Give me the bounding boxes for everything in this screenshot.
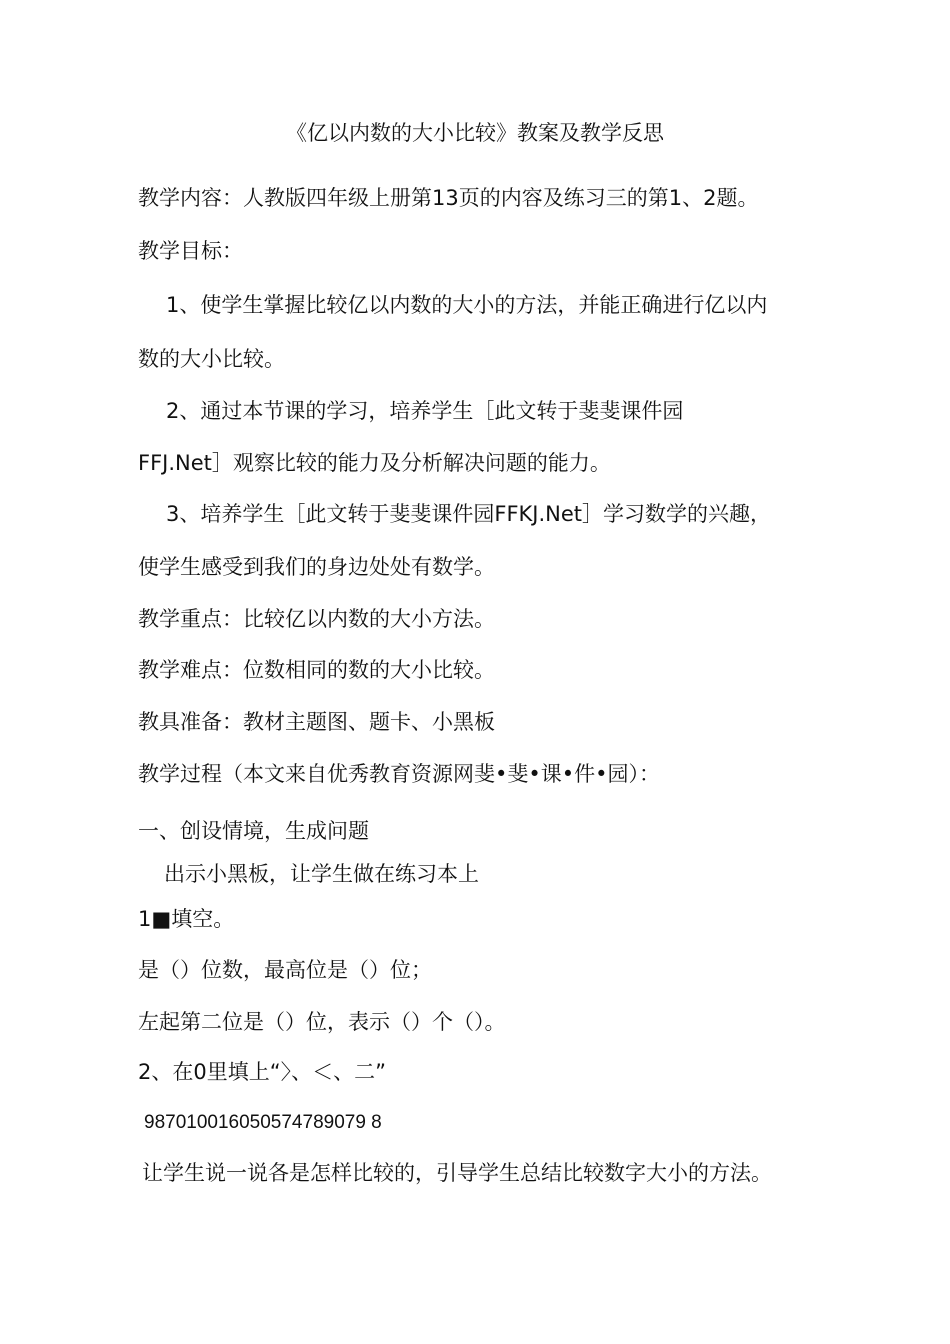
teaching-goals-heading: 教学目标：: [138, 239, 243, 263]
key-point-line: 教学重点：比较亿以内数的大小方法。: [138, 607, 495, 631]
teaching-content-line: 教学内容：人教版四年级上册第13页的内容及练习三的第1、2题。: [138, 186, 759, 210]
goal-1-line-1: 1、使学生掌握比较亿以内数的大小的方法，并能正确进行亿以内: [166, 293, 768, 317]
document-title: 《亿以内数的大小比较》教案及教学反思: [286, 121, 664, 145]
section-1-heading: 一、创设情境，生成问题: [138, 819, 369, 843]
goal-3-line-1: 3、培养学生［此文转于斐斐课件园FFKJ.Net］学习数学的兴趣，: [166, 502, 772, 526]
summary-line: 让学生说一说各是怎样比较的，引导学生总结比较数字大小的方法。: [142, 1161, 772, 1185]
goal-1-line-2: 数的大小比较。: [138, 347, 285, 371]
materials-line: 教具准备：教材主题图、题卡、小黑板: [138, 710, 495, 734]
goal-2-line-1: 2、通过本节课的学习，培养学生［此文转于斐斐课件园: [166, 399, 684, 423]
goal-2-line-2: FFJ.Net］观察比较的能力及分析解决问题的能力。: [138, 451, 611, 475]
exercise-2-numbers: 987010016050574789079 8: [144, 1112, 382, 1133]
exercise-1-heading: 1■填空。: [138, 907, 235, 931]
difficulty-line: 教学难点：位数相同的数的大小比较。: [138, 658, 495, 682]
exercise-1-line-1: 是（）位数，最高位是（）位；: [138, 958, 432, 982]
goal-3-line-2: 使学生感受到我们的身边处处有数学。: [138, 555, 495, 579]
exercise-1-line-2: 左起第二位是（）位，表示（）个（）。: [138, 1010, 506, 1034]
instruction-line: 出示小黑板，让学生做在练习本上: [164, 862, 479, 886]
process-heading: 教学过程（本文来自优秀教育资源网斐•斐•课•件•园）：: [138, 762, 661, 786]
exercise-2-heading: 2、在0里填上“〉、＜、二”: [138, 1060, 386, 1084]
